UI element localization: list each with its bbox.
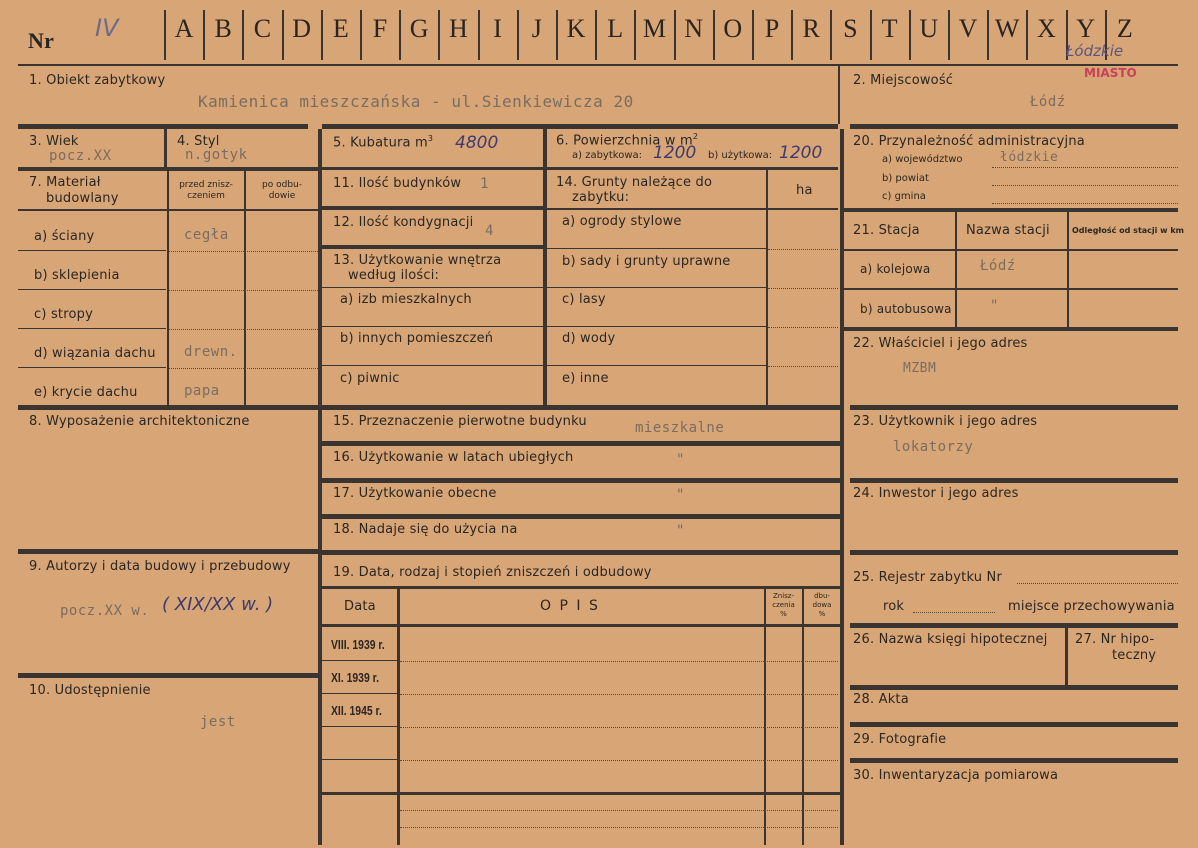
f5-value: 4800 <box>455 133 499 153</box>
letter-divider <box>948 10 950 60</box>
f20-label: 20. Przynależność administracyjna <box>853 134 1085 149</box>
f14-row-label: d) wody <box>562 331 616 346</box>
dotted-line <box>169 328 318 330</box>
f27-label: teczny <box>1112 648 1157 663</box>
f22-value: MZBM <box>903 361 937 376</box>
f23-label: 23. Użytkownik i jego adres <box>853 414 1038 429</box>
letter-x: X <box>1037 14 1056 43</box>
dotted-line <box>992 166 1178 168</box>
nr-label: Nr <box>28 28 55 53</box>
rule <box>850 550 1178 555</box>
dotted-line <box>992 202 1178 204</box>
letter-e: E <box>332 14 349 43</box>
rule <box>850 758 1178 763</box>
divider <box>802 589 804 845</box>
f28-label: 28. Akta <box>853 692 909 707</box>
f11-label: 11. Ilość budynków <box>333 176 462 191</box>
f7-row-label: d) wiązania dachu <box>34 346 156 361</box>
rule <box>850 124 1178 129</box>
row-line <box>322 326 543 327</box>
rule <box>322 792 840 795</box>
f24-label: 24. Inwestor i jego adres <box>853 486 1019 501</box>
letter-s: S <box>843 14 858 43</box>
dotted-line <box>400 726 838 728</box>
divider <box>244 171 246 405</box>
f20-a-label: a) województwo <box>882 154 963 165</box>
letter-divider <box>870 10 872 60</box>
f19-col-rebuild: dbu- dowa % <box>812 592 832 618</box>
f21-b-label: b) autobusowa <box>860 302 952 316</box>
f9-handwritten: ( XIX/XX w. ) <box>162 594 274 615</box>
f7-label: 7. Materiał <box>29 175 101 190</box>
letter-k: K <box>566 14 586 43</box>
f2-label: 2. Miejscowość <box>853 73 954 88</box>
f1-value: Kamienica mieszczańska - ul.Sienkiewicza 20 <box>198 92 634 111</box>
row-line <box>18 289 166 290</box>
letter-divider <box>713 10 715 60</box>
letter-v: V <box>958 14 978 43</box>
divider <box>1065 628 1068 685</box>
rule <box>850 722 1178 727</box>
rule <box>322 206 543 210</box>
letter-divider <box>1026 10 1028 60</box>
f20-a-value: łódzkie <box>1000 150 1059 165</box>
rule <box>322 124 838 129</box>
letter-divider <box>830 10 832 60</box>
f11-value: 1 <box>480 176 489 192</box>
f7-col1-header: przed znisz- czeniem <box>179 180 233 201</box>
letter-j: J <box>531 14 542 43</box>
f13-row-label: a) izb mieszkalnych <box>340 292 472 307</box>
f9-value: pocz.XX w. <box>60 603 150 619</box>
letter-n: N <box>684 14 703 43</box>
f6-b-value: 1200 <box>779 143 823 163</box>
f12-value: 4 <box>485 223 494 239</box>
f27-label: 27. Nr hipo- <box>1075 632 1155 647</box>
f25-rok-label: rok <box>883 599 905 614</box>
letter-o: O <box>723 14 743 43</box>
f21-label: 21. Stacja <box>853 223 920 238</box>
letter-w: W <box>994 14 1020 43</box>
letter-divider <box>478 10 480 60</box>
f19-date: VIII. 1939 r. <box>331 637 385 652</box>
f7-row-label: b) sklepienia <box>34 268 120 283</box>
f4-value: n.gotyk <box>185 147 248 163</box>
row-line <box>547 248 766 249</box>
f19-date: XII. 1945 r. <box>331 703 382 718</box>
f23-value: lokatorzy <box>893 439 974 455</box>
rule <box>322 478 840 483</box>
f13-row-label: c) piwnic <box>340 371 400 386</box>
dotted-line <box>768 326 838 328</box>
rule <box>322 245 543 249</box>
rule <box>18 124 308 129</box>
f19-col-desc: O P I S <box>540 598 600 614</box>
f30-label: 30. Inwentaryzacja pomiarowa <box>853 768 1059 783</box>
letter-z: Z <box>1116 14 1133 43</box>
nr-value: IV <box>95 14 119 42</box>
letter-divider <box>360 10 362 60</box>
rule <box>322 550 840 555</box>
letter-divider <box>752 10 754 60</box>
dotted-line <box>169 367 318 369</box>
dotted-line <box>913 611 995 613</box>
letter-divider <box>556 10 558 60</box>
letter-t: T <box>881 14 898 43</box>
f14-row-label: a) ogrody stylowe <box>562 214 682 229</box>
f2-value: Łódź <box>1030 94 1066 110</box>
rule <box>322 624 840 627</box>
row-line <box>322 693 397 694</box>
f19-col-destr: Znisz- czenia % <box>772 592 795 618</box>
row-line <box>547 287 766 288</box>
divider <box>838 64 840 124</box>
dotted-line <box>400 693 838 695</box>
f19-col-date: Data <box>344 599 376 614</box>
header-rule <box>18 64 1178 66</box>
f15-label: 15. Przeznaczenie pierwotne budynku <box>333 414 587 429</box>
row-line <box>322 287 543 288</box>
divider <box>397 589 400 845</box>
dotted-line <box>768 365 838 367</box>
letter-c: C <box>253 14 272 43</box>
row-line <box>547 365 766 366</box>
dotted-line <box>169 289 318 291</box>
row-line <box>547 326 766 327</box>
letter-divider <box>791 10 793 60</box>
letter-divider <box>909 10 911 60</box>
f13-label: 13. Użytkowanie wnętrza <box>333 253 502 268</box>
letter-divider <box>595 10 597 60</box>
dotted-line <box>1017 582 1178 584</box>
letter-l: L <box>607 14 624 43</box>
rule <box>844 208 1178 212</box>
f20-b-label: b) powiat <box>882 173 929 184</box>
f1-label: 1. Obiekt zabytkowy <box>29 73 166 88</box>
f26-label: 26. Nazwa księgi hipotecznej <box>853 632 1048 647</box>
f7-row-value: papa <box>184 383 220 399</box>
f7-row-label: c) stropy <box>34 307 93 322</box>
letter-divider <box>282 10 284 60</box>
f16-value: " <box>676 452 685 468</box>
f7-row-value: drewn. <box>184 344 238 360</box>
f14-unit: ha <box>796 183 813 198</box>
letter-divider <box>674 10 676 60</box>
f21-col-name: Nazwa stacji <box>966 223 1050 238</box>
rule <box>547 208 838 210</box>
letter-g: G <box>409 14 429 43</box>
rule <box>322 167 838 170</box>
letter-f: F <box>372 14 388 43</box>
dotted-line <box>400 826 838 828</box>
rule <box>322 405 840 410</box>
dotted-line <box>400 809 838 811</box>
f6-a-value: 1200 <box>653 143 697 163</box>
f19-date: XI. 1939 r. <box>331 670 379 685</box>
f12-label: 12. Ilość kondygnacji <box>333 215 474 230</box>
dotted-line <box>768 287 838 289</box>
stamp-red: MIASTO <box>1084 66 1137 80</box>
f17-label: 17. Użytkowanie obecne <box>333 486 497 501</box>
rule <box>850 405 1178 410</box>
f3-value: pocz.XX <box>49 148 112 164</box>
letter-d: D <box>292 14 311 43</box>
f5-label: 5. Kubatura $m^3$ <box>333 134 434 151</box>
f10-value: jest <box>200 714 236 730</box>
f19-label: 19. Data, rodzaj i stopień zniszczeń i odbudowy <box>333 565 652 580</box>
letter-h: H <box>449 14 468 43</box>
f14-row-label: e) inne <box>562 371 609 386</box>
dotted-line <box>768 248 838 250</box>
f14-label: zabytku: <box>572 190 630 205</box>
letter-a: A <box>174 14 194 43</box>
rule <box>844 288 1178 290</box>
f6-b-label: b) użytkowa: <box>708 150 773 161</box>
letter-divider <box>517 10 519 60</box>
letter-b: B <box>214 14 232 43</box>
letter-divider <box>203 10 205 60</box>
row-line <box>18 328 166 329</box>
f25-label: 25. Rejestr zabytku Nr <box>853 570 1003 585</box>
divider <box>764 589 766 845</box>
f4-label: 4. Styl <box>177 134 220 149</box>
divider <box>955 212 957 327</box>
f14-row-label: b) sady i grunty uprawne <box>562 254 731 269</box>
row-line <box>18 250 166 251</box>
f21-col-dist: Odległość od stacji w km <box>1072 226 1185 235</box>
f3-label: 3. Wiek <box>29 134 79 149</box>
f13-label: według ilości: <box>348 268 440 283</box>
letter-divider <box>634 10 636 60</box>
row-line <box>18 367 166 368</box>
dotted-line <box>169 250 318 252</box>
rule <box>18 209 318 211</box>
f7-row-value: cegła <box>184 227 229 243</box>
f7-row-label: a) ściany <box>34 229 95 244</box>
f7-label: budowlany <box>46 191 119 206</box>
letter-y: Y <box>1076 14 1095 43</box>
letter-divider <box>987 10 989 60</box>
f25-place-label: miejsce przechowywania <box>1008 599 1175 614</box>
row-line <box>322 660 397 661</box>
letter-divider <box>438 10 440 60</box>
rule <box>18 549 318 554</box>
f16-label: 16. Użytkowanie w latach ubiegłych <box>333 450 574 465</box>
divider <box>164 129 167 167</box>
dotted-line <box>400 660 838 662</box>
f21-a-value: Łódź <box>980 258 1016 274</box>
rule <box>850 478 1178 483</box>
dotted-line <box>992 184 1178 186</box>
f14-row-label: c) lasy <box>562 292 606 307</box>
f9-label: 9. Autorzy i data budowy i przebudowy <box>29 559 291 574</box>
rule <box>844 327 1178 331</box>
f17-value: " <box>676 487 685 503</box>
divider <box>1067 212 1069 327</box>
column-divider-left <box>318 129 322 845</box>
rule <box>322 441 840 446</box>
f7-row-label: e) krycie dachu <box>34 385 138 400</box>
f13-row-label: b) innych pomieszczeń <box>340 331 494 346</box>
letter-divider <box>242 10 244 60</box>
f15-value: mieszkalne <box>635 420 725 436</box>
divider <box>167 171 169 405</box>
stamp-handwritten: Łódzkie <box>1066 42 1124 60</box>
divider <box>543 129 547 405</box>
column-divider-right <box>840 129 844 845</box>
rule <box>850 685 1178 690</box>
dotted-line <box>400 759 838 761</box>
f18-value: " <box>676 523 685 539</box>
f14-label: 14. Grunty należące do <box>556 175 713 190</box>
rule <box>18 405 318 410</box>
f10-label: 10. Udostępnienie <box>29 683 151 698</box>
rule <box>322 514 840 519</box>
letter-i: I <box>493 14 502 43</box>
row-line <box>322 726 397 727</box>
rule <box>844 249 1178 251</box>
row-line <box>322 365 543 366</box>
row-line <box>322 759 397 760</box>
f8-label: 8. Wyposażenie architektoniczne <box>29 414 250 429</box>
f6-a-label: a) zabytkowa: <box>572 150 642 161</box>
f6-label: 6. Powierzchnia w $m^2$ <box>556 132 699 149</box>
letter-divider <box>399 10 401 60</box>
f21-a-label: a) kolejowa <box>860 262 931 276</box>
f21-b-value: " <box>990 298 999 314</box>
rule <box>18 673 318 678</box>
letter-m: M <box>642 14 666 43</box>
f29-label: 29. Fotografie <box>853 732 947 747</box>
f18-label: 18. Nadaje się do użycia na <box>333 522 518 537</box>
letter-divider <box>321 10 323 60</box>
rule <box>850 623 1178 628</box>
letter-p: P <box>764 14 780 43</box>
f20-c-label: c) gmina <box>882 191 926 202</box>
letter-r: R <box>802 14 820 43</box>
f22-label: 22. Właściciel i jego adres <box>853 336 1028 351</box>
f7-col2-header: po odbu- dowie <box>262 180 302 201</box>
letter-u: U <box>919 14 939 43</box>
